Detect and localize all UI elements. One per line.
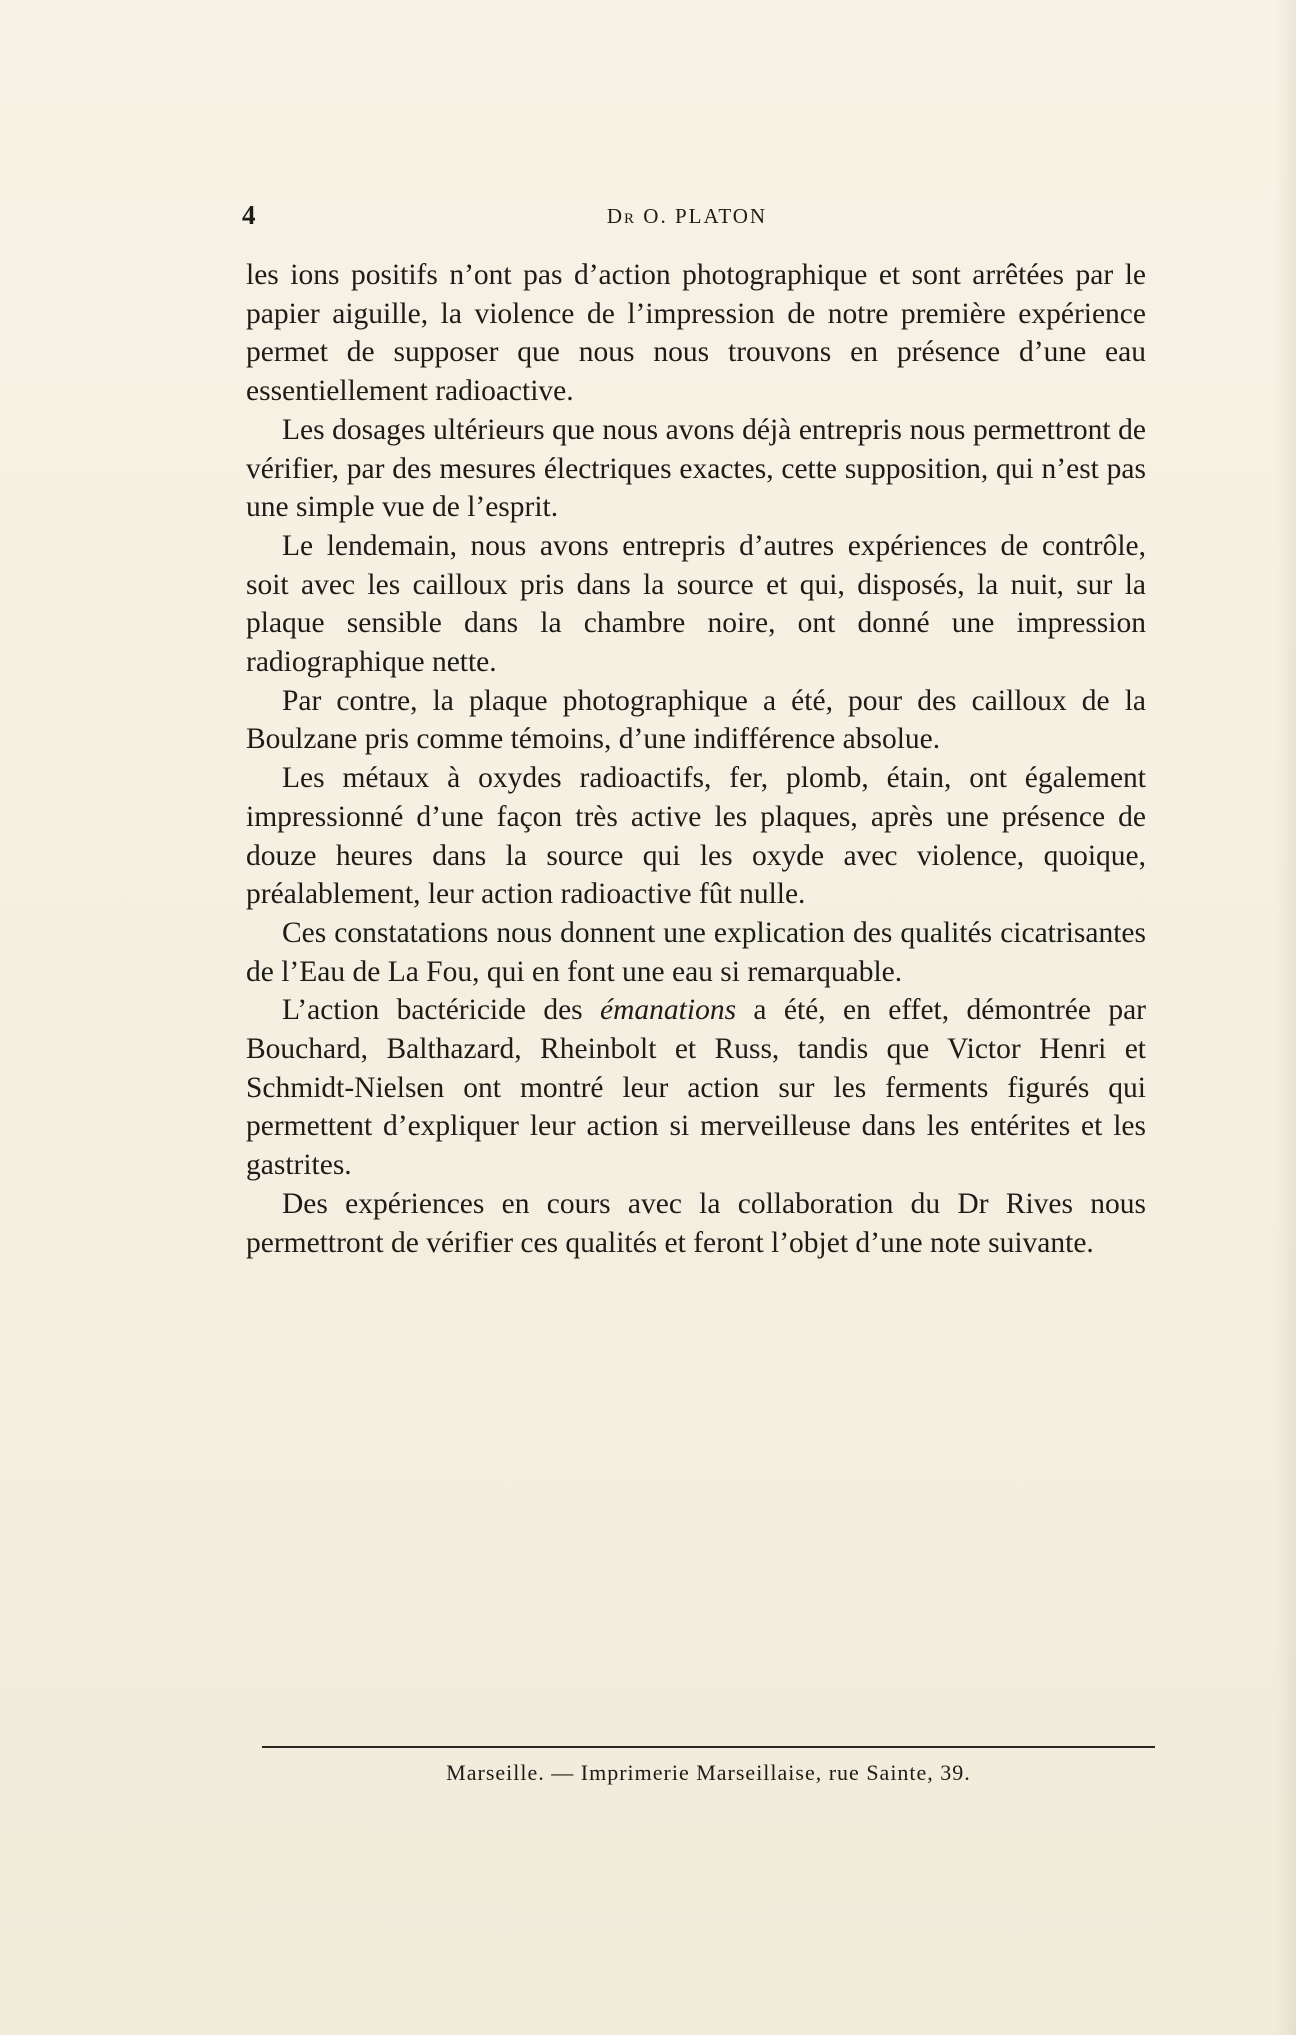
paragraph-7 xyxy=(246,991,1146,1185)
page-number: 4 xyxy=(242,200,256,230)
running-head: Dr O. PLATON xyxy=(606,204,768,228)
paragraph-3: Le lendemain, nous avons entrepris d’autres expériences de contrôle, soit avec les cailloux pris dans la source et qui, disposés, la nuit, sur la plaque sensible dans la chambre noire, ont donné une impression radiographique nette. xyxy=(246,529,1146,679)
page-header xyxy=(242,200,1132,236)
emphasized-term: émanations xyxy=(600,994,737,1027)
body-text xyxy=(246,256,1146,1262)
paragraph-5: Les métaux à oxydes radioactifs, fer, plomb, étain, ont également impressionné d’une façon très active les plaques, après une présence de douze heures dans la source qui les oxyde avec violence, quoique, préalablement, leur action radioactive fût nulle. xyxy=(246,762,1146,911)
paragraph-7-rest: a été, en effet, démontrée par Bouchard, Balthazard, Rheinbolt et Russ, tandis que Victor Henri et Schmidt-Nielsen ont montré leur action sur les ferments figurés qui permettent d’expliquer leur action si merveilleuse dans les entérites et les gastrites. xyxy=(246,994,1147,1182)
footer-rule xyxy=(262,1746,1155,1748)
page-edge-shadow xyxy=(1276,0,1296,2035)
paragraph-1: les ions positifs n’ont pas d’action photographique et sont arrêtées par le papier aiguille, la violence de l’impression de notre première expérience permet de supposer que nous nous trouvons en présence d’une eau essentiellement radioactive. xyxy=(246,259,1146,408)
paragraph-8: Des expériences en cours avec la collaboration du Dr Rives nous permettront de vérifier ces qualités et feront l’objet d’une note suivante. xyxy=(246,1187,1146,1259)
paragraph-2: Les dosages ultérieurs que nous avons déjà entrepris nous permettront de vérifier, par des mesures électriques exactes, cette supposition, qui n’est pas une simple vue de l’esprit. xyxy=(246,413,1146,524)
paragraph-4: Par contre, la plaque photographique a été, pour des cailloux de la Boulzane pris comme témoins, d’une indifférence absolue. xyxy=(246,684,1146,756)
paragraph-6: Ces constatations nous donnent une explication des qualités cicatrisantes de l’Eau de La Fou, qui en font une eau si remarquable. xyxy=(246,916,1146,988)
paragraph-7-lead: L’action bactéricide des xyxy=(282,994,601,1027)
printer-imprint: Marseille. — Imprimerie Marseillaise, rue Sainte, 39. xyxy=(446,1760,971,1785)
